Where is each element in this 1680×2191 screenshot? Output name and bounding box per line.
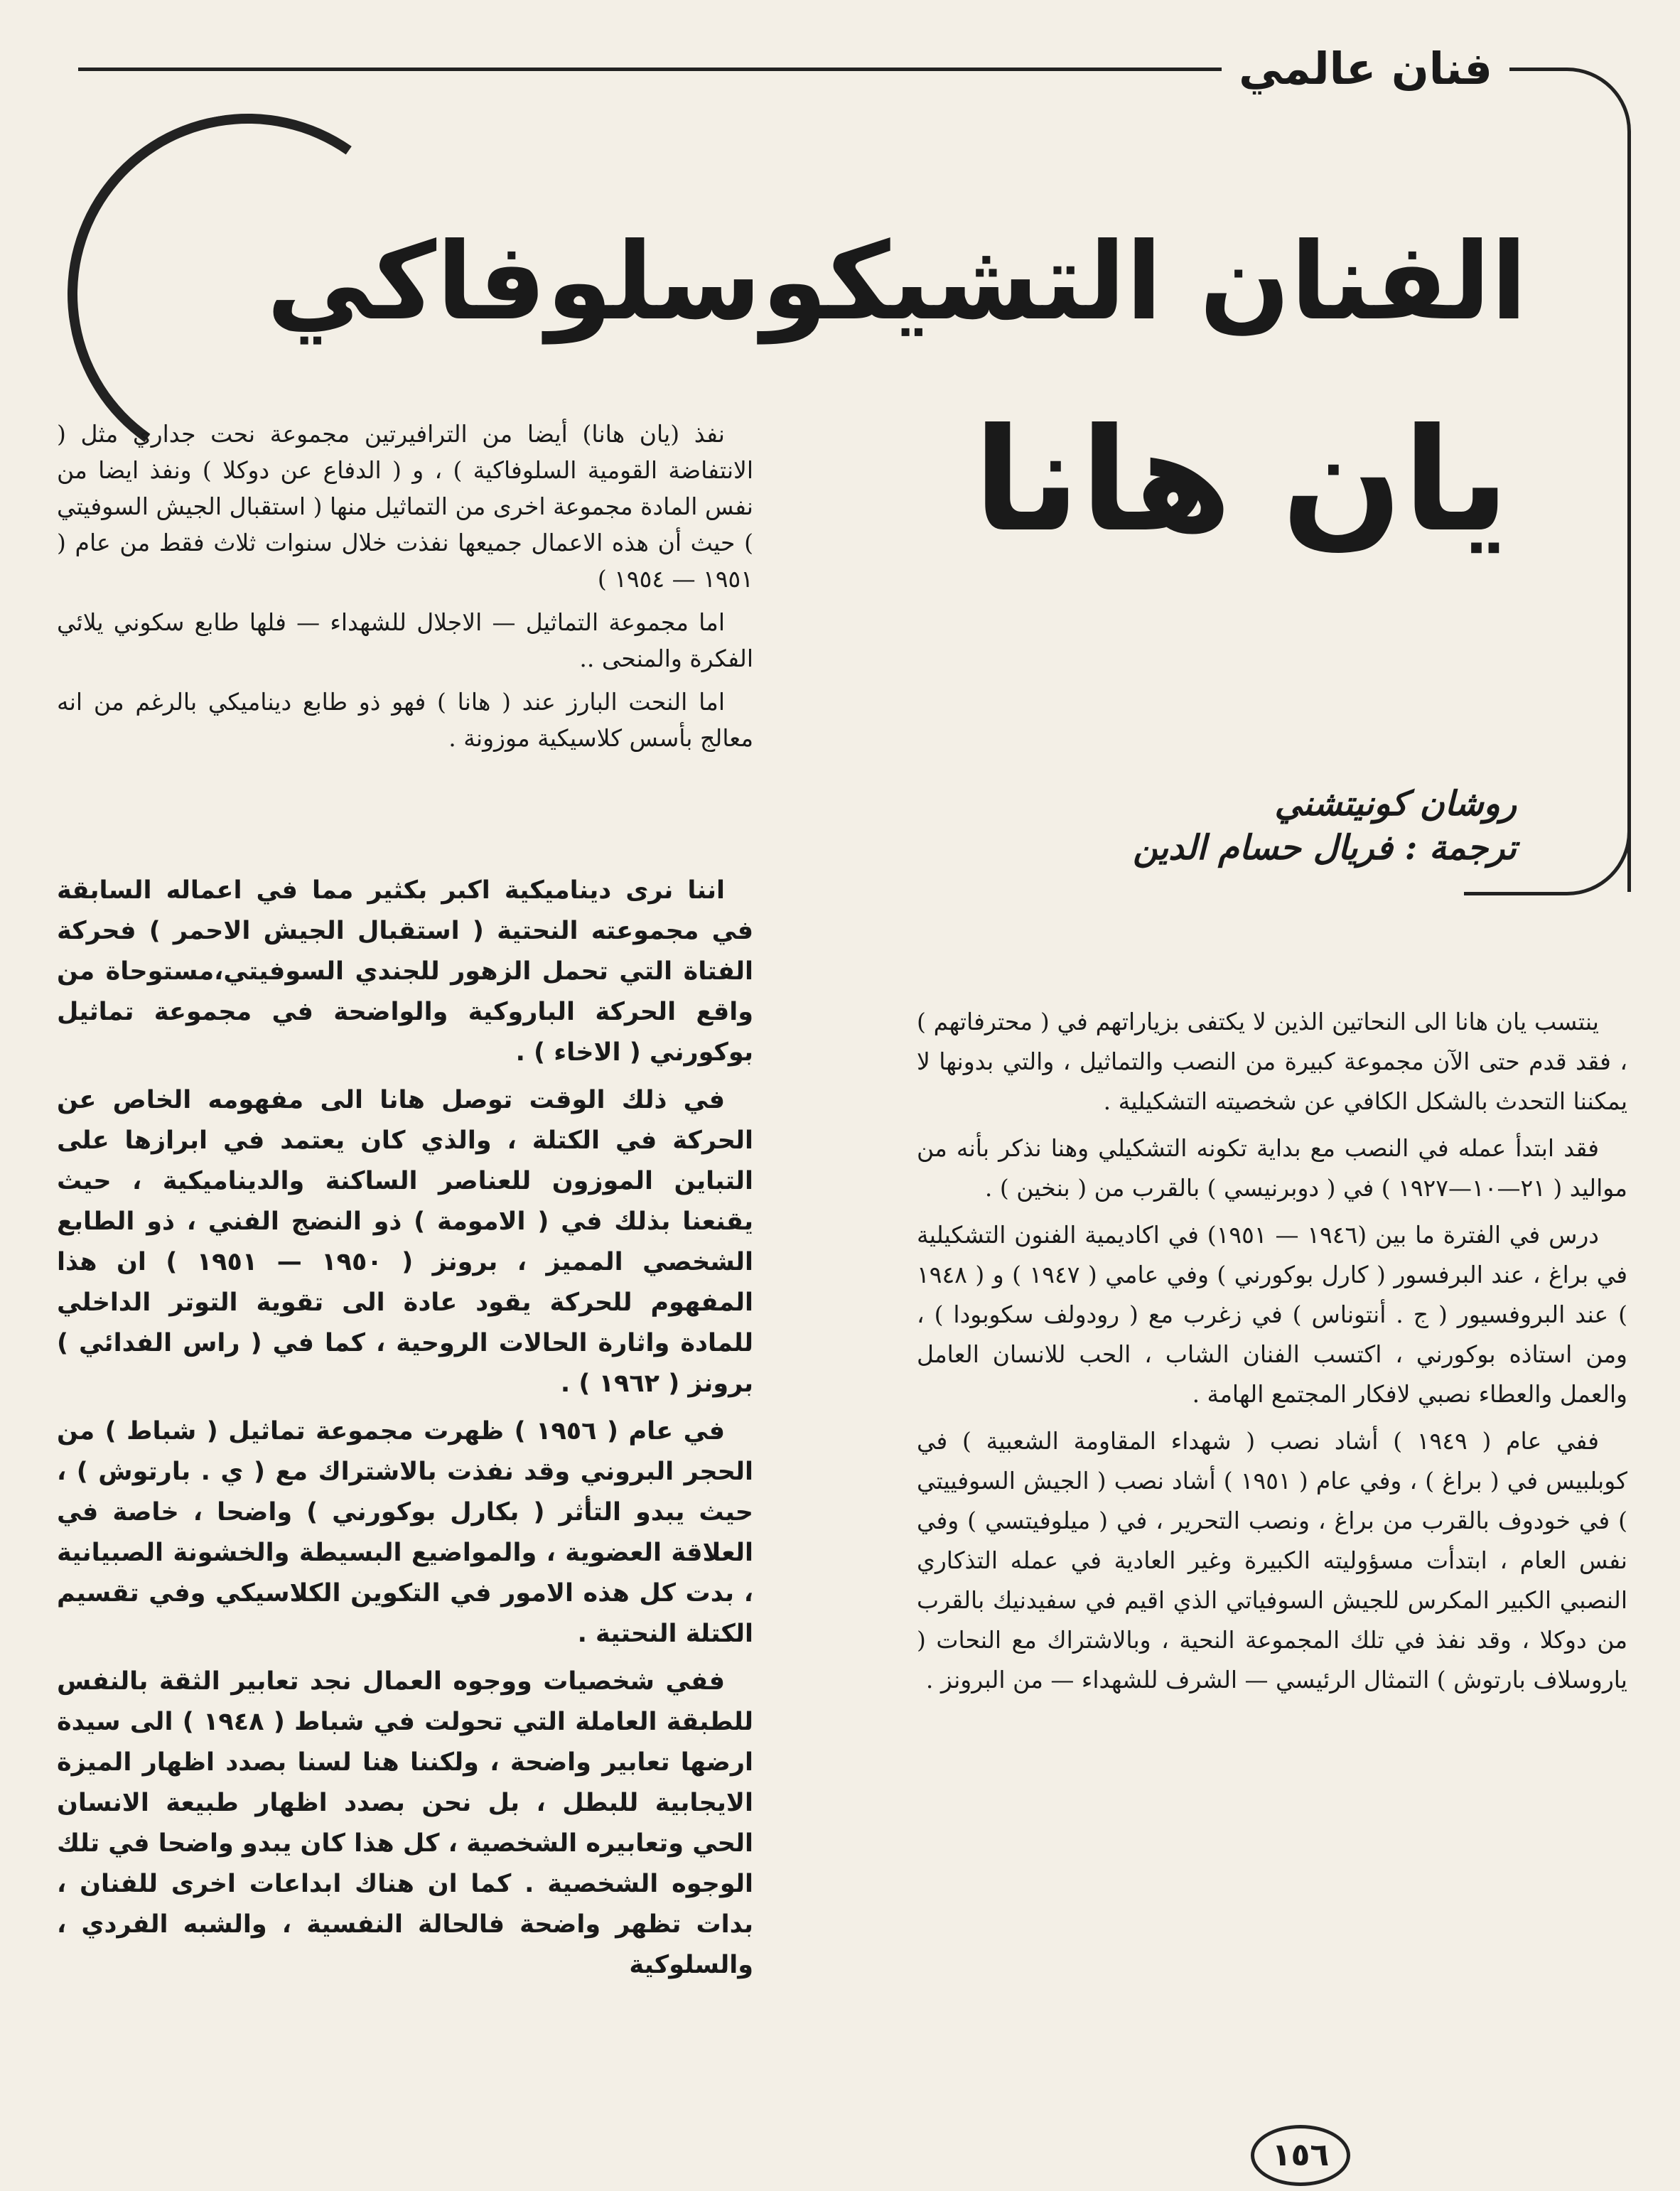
article-title-line1: الفنان التشيكوسلوفاكي xyxy=(266,220,1527,344)
paragraph: ففي شخصيات ووجوه العمال نجد تعابير الثقة بالنفس للطبقة العاملة التي تحولت في شباط ( ١٩٤٨ ) الى سيدة ارضها تعابير واضحة ، ولكننا هنا لسنا بصدد اظهار الميزة الايجابية للبطل ، بل نحن بصدد اظهار طبيعة الانسان الحي وتعابيره الشخصية ، كل هذا كان يبدو واضحا في تلك الوجوه الشخصية . كما ان هناك ابداعات اخرى للفنان ، بدات تظهر واضحة فالحالة النفسية ، والشبه الفردي ، والسلوكية xyxy=(57,1667,753,1979)
paragraph: اما النحت البارز عند ( هانا ) فهو ذو طابع ديناميكي بالرغم من انه معالج بأسس كلاسيكية موزونة . xyxy=(57,688,753,752)
left-column-top xyxy=(57,416,753,763)
translator-name: ترجمة : فريال حسام الدين xyxy=(1133,828,1517,868)
byline xyxy=(1133,782,1517,870)
paragraph: اننا نرى ديناميكية اكبر بكثير مما في اعماله السابقة في مجموعته النحتية ( استقبال الجيش الاحمر ) فحركة الفتاة التي تحمل الزهور للجندي السوفيتي،مستوحاة من واقع الحركة الباروكية والواضحة في مجموعة تماثيل بوكورني ( الاخاء ) . xyxy=(57,876,753,1067)
paragraph: ففي عام ( ١٩٤٩ ) أشاد نصب ( شهداء المقاومة الشعبية ) في كوبلبيس في ( براغ ) ، وفي عام ( ١٩٥١ ) أشاد نصب ( الجيش السوفييتي ) في خودوف بالقرب من براغ ، ونصب التحرير ، في ( ميلوفيتسي ) وفي نفس العام ، ابتدأت مسؤوليته الكبيرة وغير العادية في عمله التذكاري النصبي الكبير المكرس للجيش السوفياتي الذي اقيم في سفيدنيك بالقرب من دوكلا ، وقد نفذ في تلك المجموعة النحية ، وبالاشتراك مع النحات ( ياروسلاف بارتوش ) التمثال الرئيسي — الشرف للشهداء — من البرونز . xyxy=(917,1427,1627,1694)
right-column xyxy=(917,1002,1627,1707)
left-column-bold xyxy=(57,871,753,1993)
page-number: ١٥٦ xyxy=(1251,2125,1350,2186)
author-name: روشان كونيتشني xyxy=(1274,784,1517,824)
paragraph: في ذلك الوقت توصل هانا الى مفهومه الخاص عن الحركة في الكتلة ، والذي كان يعتمد في ابرازها على التباين الموزون للعناصر الساكنة والديناميكية ، حيث يقنعنا بذلك في ( الامومة ) ذو النضج الفني ، ذو الطابع الشخصي المميز ، برونز ( ١٩٥٠ — ١٩٥١ ) ان هذا المفهوم للحركة يقود عادة الى تقوية التوتر الداخلي للمادة واثارة الحالات الروحية ، كما في ( راس الفدائي ) برونز ( ١٩٦٢ ) . xyxy=(57,1086,754,1398)
paragraph: فقد ابتدأ عمله في النصب مع بداية تكونه التشكيلي وهنا نذكر بأنه من مواليد ( ٢١—١٠—١٩٢٧ ) في ( دوبرنيسي ) بالقرب من ( بنخين ) . xyxy=(917,1134,1627,1202)
paragraph: اما مجموعة التماثيل — الاجلال للشهداء — فلها طابع سكوني يلائي الفكرة والمنحى .. xyxy=(57,608,753,672)
article-title-line2: يان هانا xyxy=(973,398,1509,564)
section-label: فنان عالمي xyxy=(1222,43,1509,95)
paragraph: درس في الفترة ما بين (١٩٤٦ — ١٩٥١) في اكاديمية الفنون التشكيلية في براغ ، عند البرفسور ( كارل بوكورني ) وفي عامي ( ١٩٤٧ ) و ( ١٩٤٨ ) عند البروفسيور ( ج . أنتوناس ) في زغرب مع ( رودولف سكوبودا ) ، ومن استاذه بوكورني ، اكتسب الفنان الشاب ، الحب للانسان العامل والعمل والعطاء نصبي لافكار المجتمع الهامة . xyxy=(917,1221,1627,1408)
paragraph: نفذ (يان هانا) أيضا من الترافيرتين مجموعة نحت جداري مثل ( الانتفاضة القومية السلوفاكية ) ، و ( الدفاع عن دوكلا ) ونفذ ايضا من نفس المادة مجموعة اخرى من التماثيل منها ( استقبال الجيش السوفيتي ) حيث أن هذه الاعمال جميعها نفذت خلال سنوات ثلاث فقط من عام ( ١٩٥١ — ١٩٥٤ ) xyxy=(57,420,753,593)
paragraph: ينتسب يان هانا الى النحاتين الذين لا يكتفى بزياراتهم في ( محترفاتهم ) ، فقد قدم حتى الآن مجموعة كبيرة من النصب والتماثيل ، والتي بدونها لا يمكننا التحدث بالشكل الكافي عن شخصيته التشكيلية . xyxy=(917,1008,1627,1115)
paragraph: في عام ( ١٩٥٦ ) ظهرت مجموعة تماثيل ( شباط ) من الحجر البروني وقد نفذت بالاشتراك مع ( ي . بارتوش ) ، حيث يبدو التأثر ( بكارل بوكورني ) واضحا ، خاصة في العلاقة العضوية ، والمواضيع البسيطة والخشونة الصبيانية ، بدت كل هذه الامور في التكوين الكلاسيكي وفي تقسيم الكتلة النحتية . xyxy=(57,1417,753,1648)
